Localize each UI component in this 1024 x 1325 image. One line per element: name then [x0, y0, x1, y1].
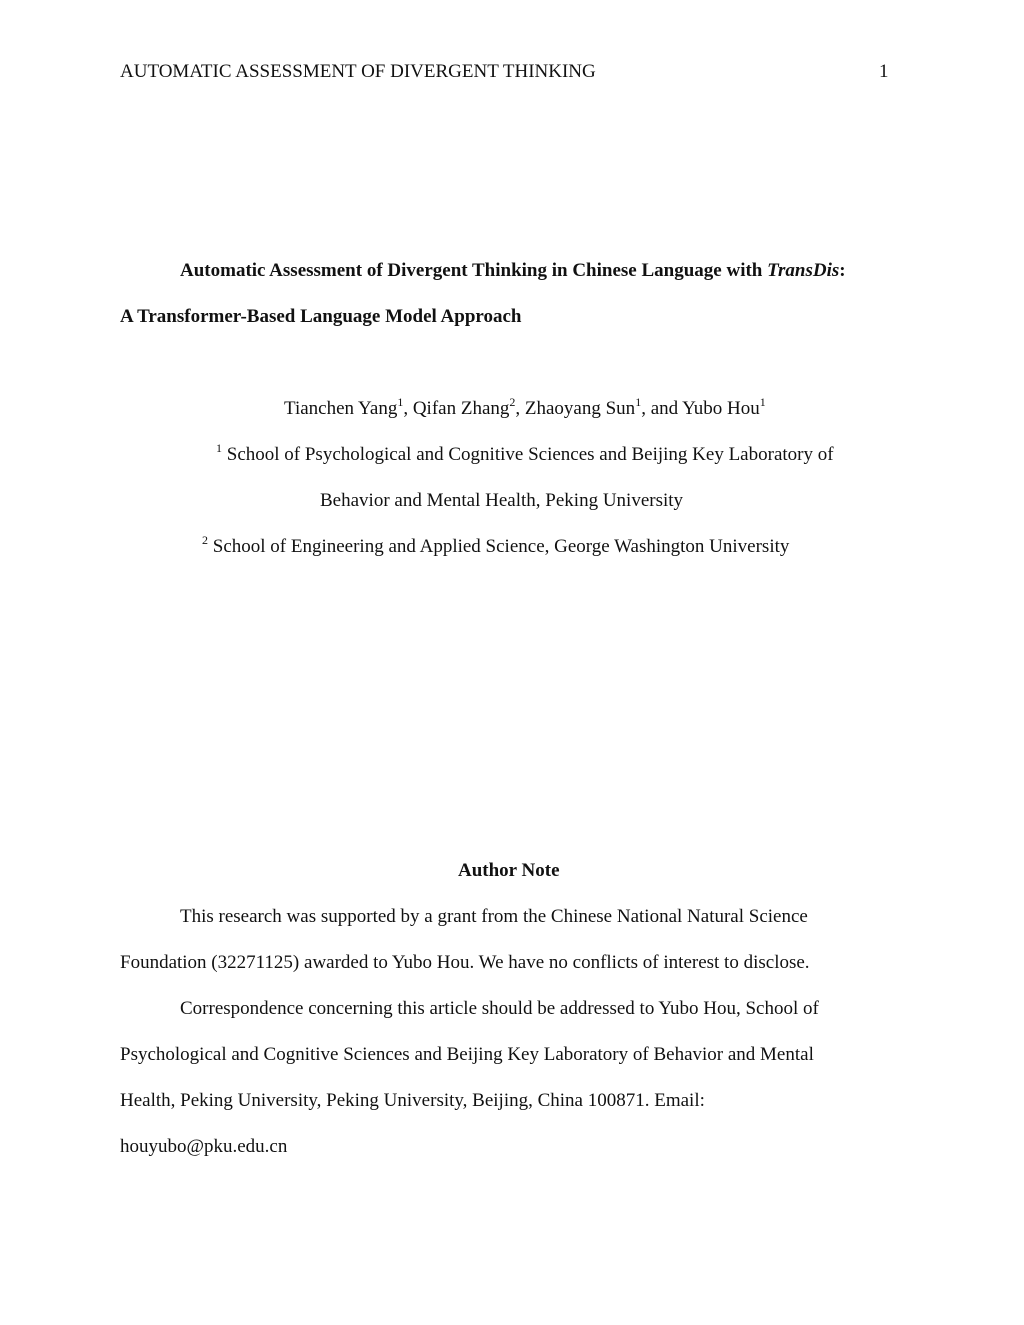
title-line-1: [180, 259, 846, 283]
author-affiliation-mark: 2: [509, 394, 516, 409]
author-separator: ,: [403, 398, 413, 419]
author-name: Qifan Zhang: [412, 398, 510, 419]
author-name: Tianchen Yang: [284, 398, 398, 419]
author-note-heading: Author Note: [458, 860, 560, 881]
title-line-1-text: Automatic Assessment of Divergent Thinking in Chinese Language with: [180, 260, 768, 281]
author-affiliation-mark: 1: [397, 394, 404, 409]
affiliation-2-mark: 2: [202, 532, 208, 547]
author-note-email: houyubo@pku.edu.cn: [120, 1136, 288, 1157]
author-name: Zhaoyang Sun: [524, 398, 636, 419]
title-line-1-end: :: [839, 260, 846, 281]
affiliation-1-text: School of Psychological and Cognitive Sciences and Beijing Key Laboratory of: [222, 444, 834, 465]
author-note-p1-line-1: This research was supported by a grant from the Chinese National Natural Science: [180, 906, 808, 927]
author-note-p2-line-3: Health, Peking University, Peking University, Beijing, China 100871. Email:: [120, 1090, 705, 1111]
running-head: AUTOMATIC ASSESSMENT OF DIVERGENT THINKING: [120, 61, 596, 82]
page-number: 1: [879, 61, 889, 82]
author-affiliation-mark: 1: [635, 394, 642, 409]
author-list: [284, 394, 766, 421]
author-note-p2-line-1: Correspondence concerning this article should be addressed to Yubo Hou, School of: [180, 998, 819, 1019]
affiliation-2-line-1: [202, 532, 790, 559]
author-name: Yubo Hou: [682, 398, 760, 419]
affiliation-1-line-2: Behavior and Mental Health, Peking University: [320, 490, 684, 511]
author-separator: , and: [641, 398, 683, 419]
author-note-p2-line-2: Psychological and Cognitive Sciences and Beijing Key Laboratory of Behavior and Mental: [120, 1044, 814, 1065]
author-affiliation-mark: 1: [759, 394, 766, 409]
affiliation-1-line-1: [216, 440, 834, 467]
author-note-p1-line-2: Foundation (32271125) awarded to Yubo Hou. We have no conflicts of interest to disclose.: [120, 952, 810, 973]
affiliation-2-text: School of Engineering and Applied Science, George Washington University: [208, 536, 790, 557]
affiliation-1-mark: 1: [216, 440, 222, 455]
title-italic-transdis: TransDis: [767, 260, 840, 281]
author-separator: ,: [515, 398, 525, 419]
title-line-2: A Transformer-Based Language Model Approach: [120, 306, 522, 327]
